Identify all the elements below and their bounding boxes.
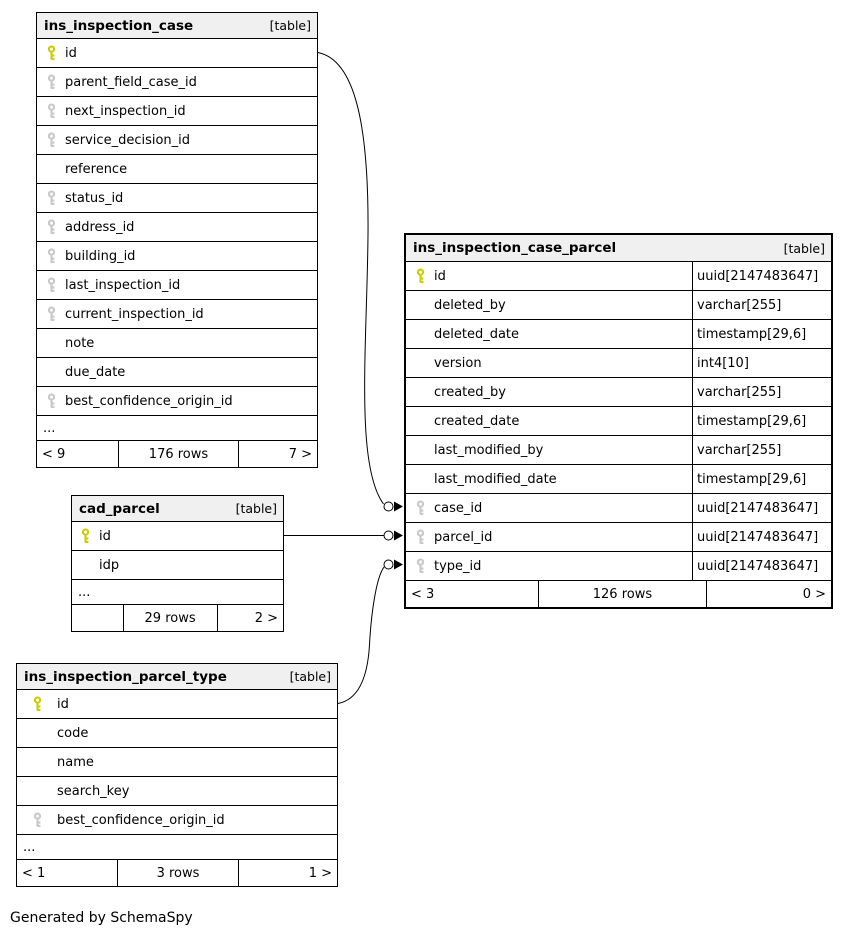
column-type: uuid[2147483647] <box>692 523 831 551</box>
related-tables-right: 1 > <box>238 860 337 886</box>
db-table-ins_inspection_case_parcel <box>404 233 833 609</box>
column-name: last_modified_date <box>434 471 557 487</box>
table-header <box>37 13 317 39</box>
column-row-service_decision_id <box>37 126 317 155</box>
relationship-edge-ins_inspection_parcel_type.id-to-ins_inspection_case_parcel.type_id <box>338 560 403 704</box>
column-row-last_modified_date <box>406 465 831 494</box>
column-name: last_inspection_id <box>65 277 181 293</box>
column-row-next_inspection_id <box>37 97 317 126</box>
arrowhead <box>394 502 403 512</box>
table-name-link[interactable]: ins_inspection_case_parcel <box>413 240 617 256</box>
column-row-code <box>17 719 337 748</box>
table-footer <box>17 860 337 886</box>
column-name: idp <box>99 557 120 573</box>
row-count: 176 rows <box>118 441 237 467</box>
column-type: varchar[255] <box>692 291 831 319</box>
foreign-key-icon <box>46 219 57 235</box>
schemaspy-credit: Generated by SchemaSpy <box>10 910 193 926</box>
more-columns-ellipsis: ... <box>37 416 317 441</box>
primary-key-icon <box>32 696 43 712</box>
column-name: search_key <box>57 783 130 799</box>
key-icon-box <box>406 529 434 545</box>
key-icon-box <box>406 268 434 284</box>
table-footer <box>72 605 283 631</box>
foreign-key-icon <box>46 306 57 322</box>
column-row-idp <box>72 551 283 580</box>
table-name-link[interactable]: ins_inspection_case <box>44 17 194 34</box>
row-count: 126 rows <box>538 581 706 607</box>
column-type: uuid[2147483647] <box>692 494 831 522</box>
column-name: last_modified_by <box>434 442 544 458</box>
column-name: deleted_date <box>434 326 520 342</box>
column-row-parcel_id <box>406 523 831 552</box>
column-row-name <box>17 748 337 777</box>
related-tables-left: < 9 <box>42 446 66 462</box>
column-row-deleted_by <box>406 291 831 320</box>
related-tables-right: 7 > <box>238 441 317 467</box>
related-tables-left: < 1 <box>22 865 46 881</box>
foreign-key-icon <box>32 812 43 828</box>
column-name: address_id <box>65 219 135 235</box>
foreign-key-icon <box>46 103 57 119</box>
row-count: 29 rows <box>123 605 217 631</box>
column-row-last_inspection_id <box>37 271 317 300</box>
table-name-link[interactable]: ins_inspection_parcel_type <box>24 668 227 685</box>
column-name: current_inspection_id <box>65 306 204 322</box>
table-type-tag: [table] <box>269 18 311 33</box>
column-row-status_id <box>37 184 317 213</box>
more-columns-ellipsis: ... <box>17 835 337 860</box>
column-row-current_inspection_id <box>37 300 317 329</box>
column-name: id <box>99 528 111 544</box>
relationship-edge-ins_inspection_case.id-to-ins_inspection_case_parcel.case_id <box>318 53 403 512</box>
zero-many-circle <box>384 531 393 540</box>
column-row-id <box>72 522 283 551</box>
foreign-key-icon <box>46 190 57 206</box>
table-footer <box>37 441 317 467</box>
column-name: note <box>65 335 95 351</box>
related-tables-left: < 3 <box>411 586 435 602</box>
db-table-cad_parcel <box>71 495 284 632</box>
foreign-key-icon <box>415 529 426 545</box>
column-name: best_confidence_origin_id <box>65 393 233 409</box>
column-row-last_modified_by <box>406 436 831 465</box>
table-header <box>72 496 283 522</box>
column-type: uuid[2147483647] <box>692 552 831 580</box>
primary-key-icon <box>415 268 426 284</box>
foreign-key-icon <box>46 393 57 409</box>
table-type-tag: [table] <box>783 240 825 256</box>
column-name: version <box>434 355 482 371</box>
column-name: reference <box>65 161 128 177</box>
more-columns-ellipsis: ... <box>72 580 283 605</box>
column-name: next_inspection_id <box>65 103 186 119</box>
column-name: case_id <box>434 500 483 516</box>
related-tables-right: 0 > <box>706 581 831 607</box>
key-icon-box <box>37 132 65 148</box>
column-name: best_confidence_origin_id <box>57 812 225 828</box>
foreign-key-icon <box>46 248 57 264</box>
key-icon-box <box>37 103 65 119</box>
foreign-key-icon <box>46 277 57 293</box>
column-row-note <box>37 329 317 358</box>
key-icon-box <box>37 74 65 90</box>
zero-many-circle <box>384 502 393 511</box>
column-row-case_id <box>406 494 831 523</box>
column-row-id <box>406 262 831 291</box>
column-row-building_id <box>37 242 317 271</box>
column-row-address_id <box>37 213 317 242</box>
column-row-deleted_date <box>406 320 831 349</box>
column-type: uuid[2147483647] <box>692 262 831 290</box>
column-row-id <box>17 690 337 719</box>
key-icon-box <box>37 393 65 409</box>
primary-key-icon <box>80 528 91 544</box>
column-name: created_by <box>434 384 506 400</box>
column-type: timestamp[29,6] <box>692 407 831 435</box>
related-tables-right: 2 > <box>217 605 283 631</box>
key-icon-box <box>17 812 57 828</box>
column-name: id <box>65 45 77 61</box>
column-name: name <box>57 754 94 770</box>
table-footer <box>406 581 831 607</box>
column-type: timestamp[29,6] <box>692 465 831 493</box>
related-tables-left <box>72 605 123 631</box>
zero-many-circle <box>384 560 393 569</box>
column-name: id <box>57 696 69 712</box>
table-header <box>406 235 831 262</box>
table-type-tag: [table] <box>235 501 277 516</box>
column-name: code <box>57 725 89 741</box>
column-type: varchar[255] <box>692 378 831 406</box>
column-name: service_decision_id <box>65 132 191 148</box>
column-row-parent_field_case_id <box>37 68 317 97</box>
foreign-key-icon <box>46 132 57 148</box>
column-name: parent_field_case_id <box>65 74 197 90</box>
key-icon-box <box>72 528 99 544</box>
column-row-version <box>406 349 831 378</box>
column-row-id <box>37 39 317 68</box>
db-table-ins_inspection_case <box>36 12 318 468</box>
column-row-type_id <box>406 552 831 581</box>
column-row-due_date <box>37 358 317 387</box>
column-row-reference <box>37 155 317 184</box>
db-table-ins_inspection_parcel_type <box>16 663 338 887</box>
column-row-best_confidence_origin_id <box>37 387 317 416</box>
column-row-search_key <box>17 777 337 806</box>
key-icon-box <box>37 306 65 322</box>
column-type: int4[10] <box>692 349 831 377</box>
column-row-created_by <box>406 378 831 407</box>
key-icon-box <box>406 558 434 574</box>
table-header <box>17 664 337 690</box>
column-row-created_date <box>406 407 831 436</box>
column-type: varchar[255] <box>692 436 831 464</box>
column-row-best_confidence_origin_id <box>17 806 337 835</box>
foreign-key-icon <box>415 558 426 574</box>
column-name: created_date <box>434 413 520 429</box>
foreign-key-icon <box>415 500 426 516</box>
primary-key-icon <box>46 45 57 61</box>
column-type: timestamp[29,6] <box>692 320 831 348</box>
key-icon-box <box>37 219 65 235</box>
arrowhead <box>394 560 403 570</box>
column-name: id <box>434 268 446 284</box>
key-icon-box <box>37 45 65 61</box>
column-name: parcel_id <box>434 529 493 545</box>
table-type-tag: [table] <box>289 669 331 684</box>
table-name-link[interactable]: cad_parcel <box>79 500 160 517</box>
key-icon-box <box>37 190 65 206</box>
column-name: type_id <box>434 558 482 574</box>
column-name: deleted_by <box>434 297 506 313</box>
arrowhead <box>394 531 403 541</box>
key-icon-box <box>37 248 65 264</box>
column-name: due_date <box>65 364 126 380</box>
key-icon-box <box>17 696 57 712</box>
key-icon-box <box>406 500 434 516</box>
key-icon-box <box>37 277 65 293</box>
foreign-key-icon <box>46 74 57 90</box>
column-name: status_id <box>65 190 124 206</box>
relationship-edge-cad_parcel.id-to-ins_inspection_case_parcel.parcel_id <box>284 531 403 541</box>
column-name: building_id <box>65 248 136 264</box>
row-count: 3 rows <box>117 860 237 886</box>
